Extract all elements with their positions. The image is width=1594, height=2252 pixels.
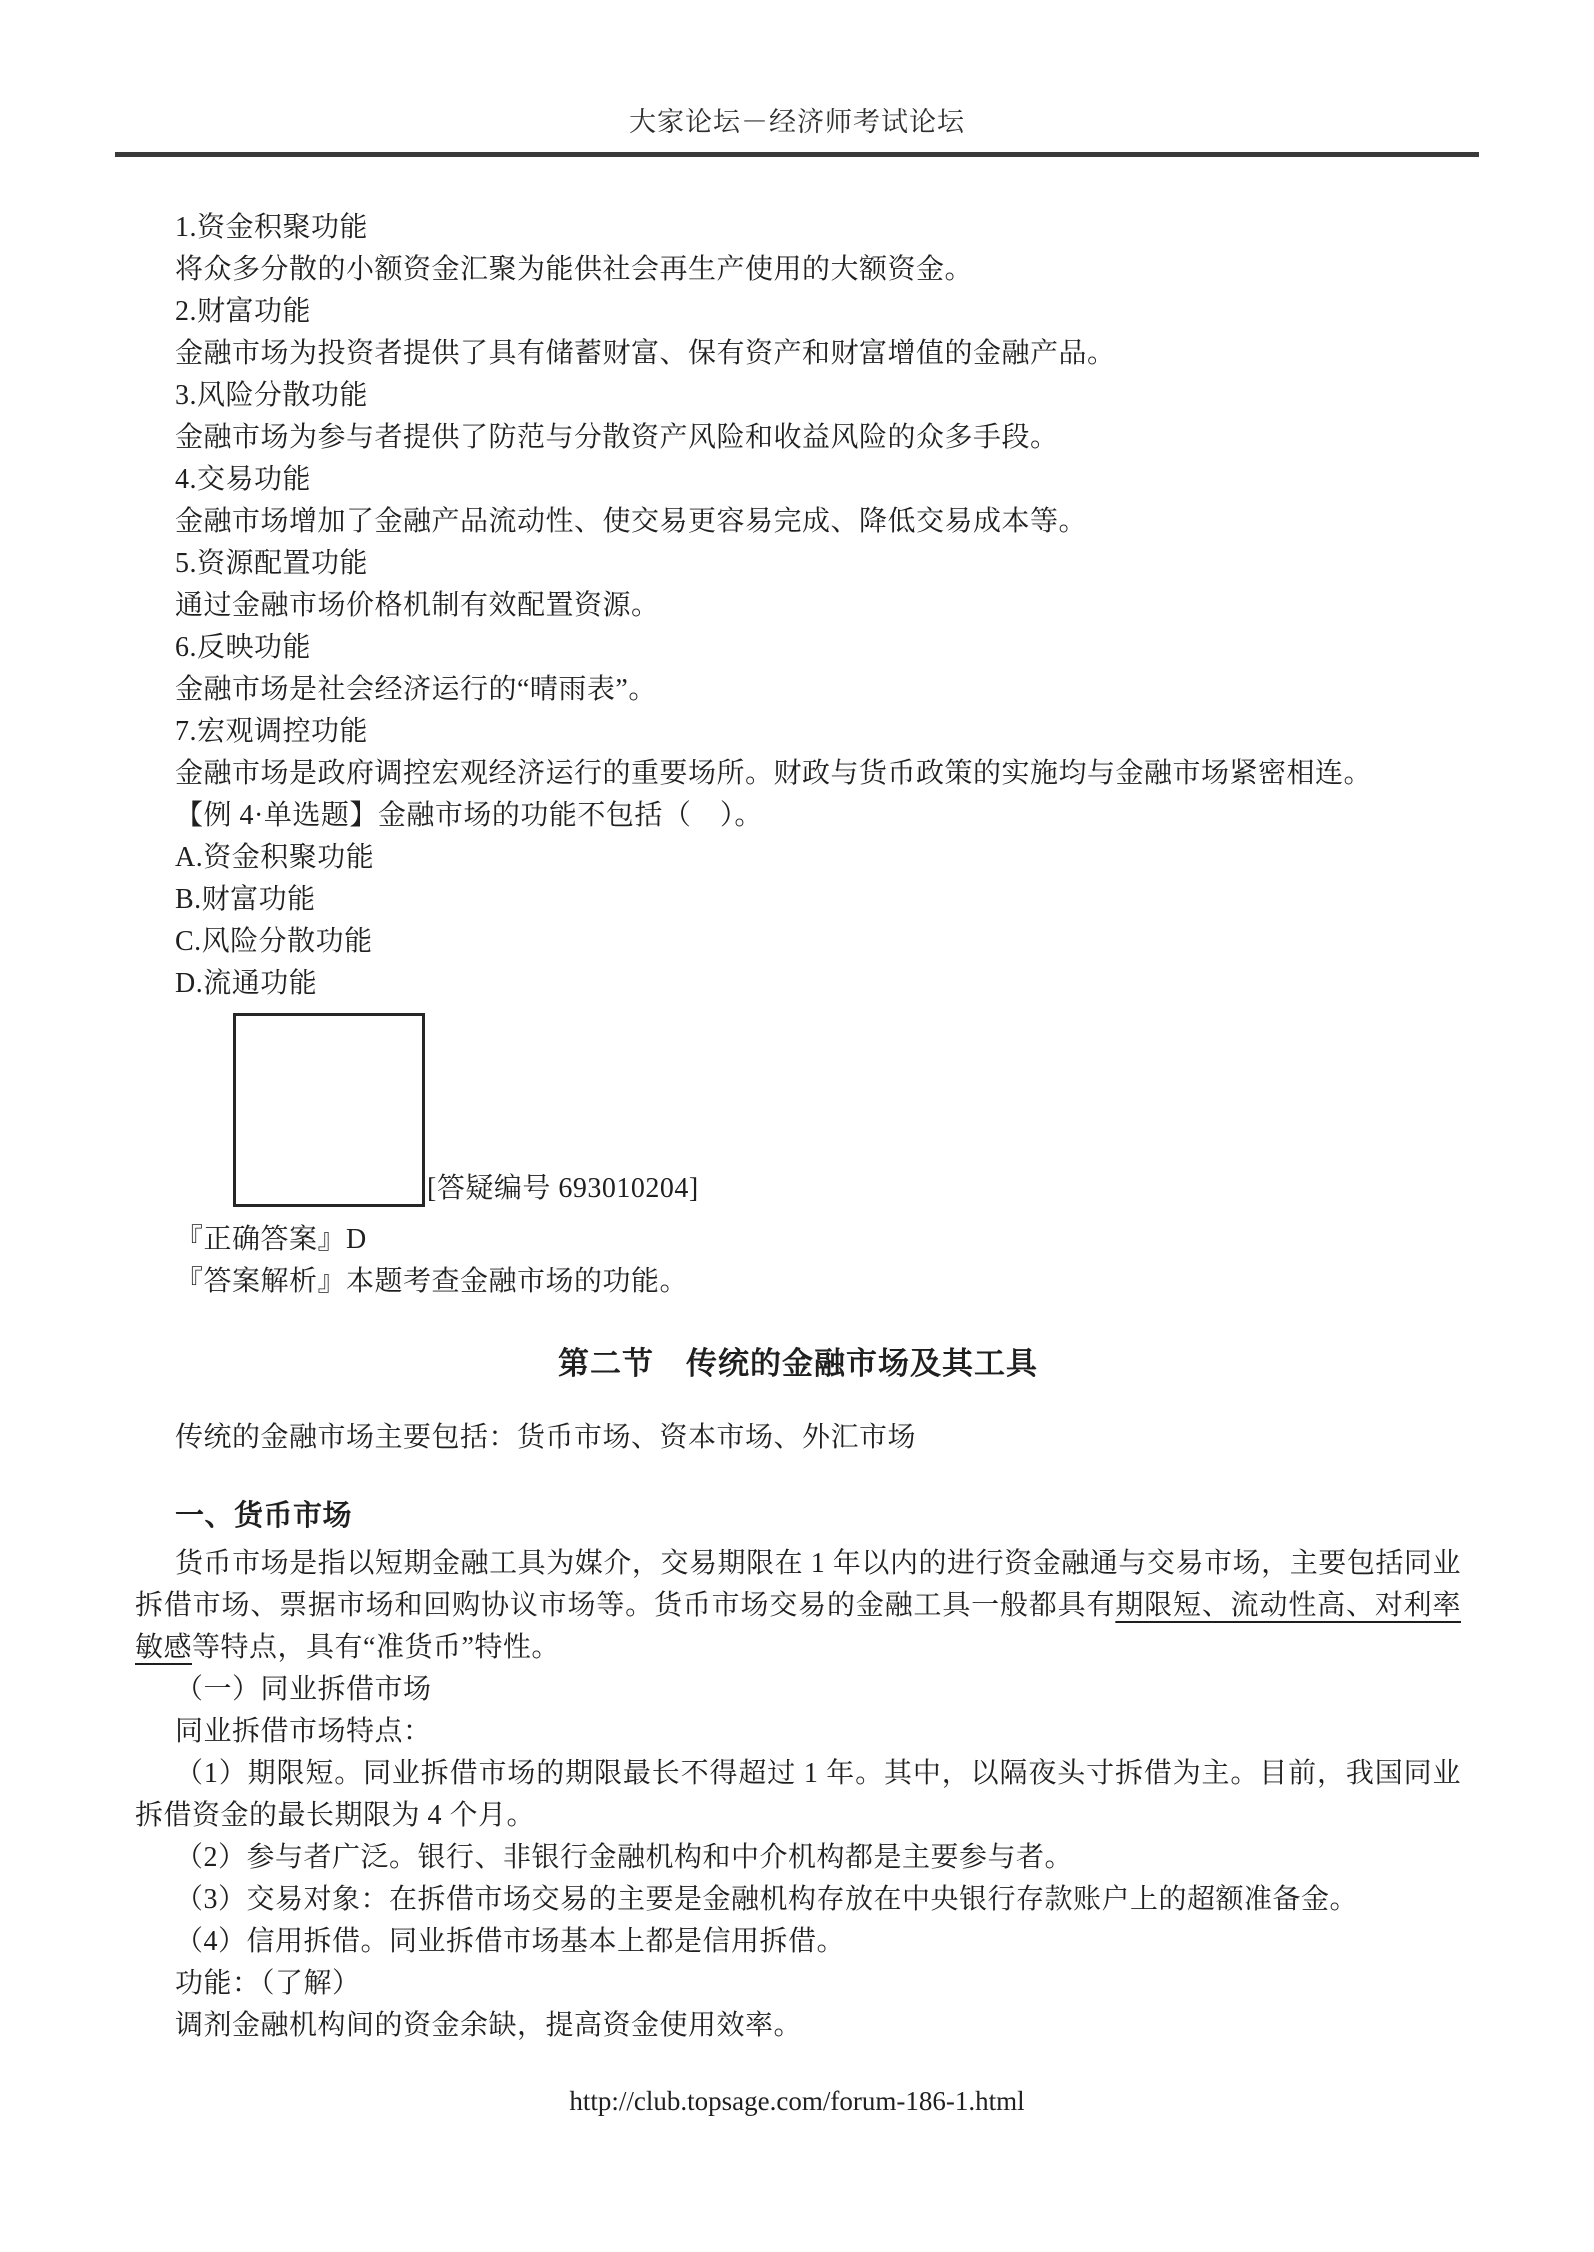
money-market-heading: 一、货币市场 — [175, 1500, 353, 1532]
image-placeholder-box — [233, 1013, 425, 1207]
section-title: 第二节 传统的金融市场及其工具 — [558, 1346, 1038, 1381]
function-item-heading: 4.交易功能 — [175, 464, 312, 495]
function-item-desc: 将众多分散的小额资金汇聚为能供社会再生产使用的大额资金。 — [175, 254, 974, 285]
answer-reference-number: [答疑编号 693010204] — [427, 1173, 699, 1204]
forum-header-title: 大家论坛－经济师考试论坛 — [629, 107, 965, 137]
page-header — [0, 0, 1594, 157]
function-item-desc: 金融市场是社会经济运行的“晴雨表”。 — [175, 674, 657, 705]
interbank-sub-heading: （一）同业拆借市场 — [175, 1674, 432, 1705]
figure-row — [233, 1013, 1461, 1207]
document-body — [135, 207, 1461, 2047]
option-c: C.风险分散功能 — [175, 926, 373, 957]
option-d: D.流通功能 — [175, 968, 318, 999]
function-item-desc: 金融市场增加了金融产品流动性、使交易更容易完成、降低交易成本等。 — [175, 506, 1088, 537]
header-divider — [115, 152, 1479, 157]
function-item-heading: 6.反映功能 — [175, 632, 312, 663]
interbank-feature-2: （2）参与者广泛。银行、非银行金融机构和中介机构都是主要参与者。 — [175, 1842, 1074, 1873]
function-item-desc: 金融市场为参与者提供了防范与分散资产风险和收益风险的众多手段。 — [175, 422, 1059, 453]
money-market-text-1: 货币市场是指以短期金融工具为媒介，交易期限在 1 年以内的进行资金融通与交易市场，主要包括同业拆借市场、票据市场和回购协议市场等。货币市场交易的金融工具一般都具有 — [135, 1548, 1461, 1621]
interbank-function-desc: 调剂金融机构间的资金余缺，提高资金使用效率。 — [175, 2010, 803, 2041]
interbank-function-label: 功能：（了解） — [175, 1968, 361, 1999]
money-market-paragraph — [135, 1543, 1461, 1669]
function-item-heading: 3.风险分散功能 — [175, 380, 369, 411]
function-item-desc: 金融市场是政府调控宏观经济运行的重要场所。财政与货币政策的实施均与金融市场紧密相连。 — [175, 758, 1373, 789]
answer-analysis-line: 『答案解析』本题考查金融市场的功能。 — [175, 1266, 689, 1297]
money-market-text-2: 等特点，具有“准货币”特性。 — [192, 1632, 560, 1663]
money-market-underlined-text: 期限短、流动性高、对利率敏感 — [135, 1590, 1461, 1663]
interbank-features-label: 同业拆借市场特点： — [175, 1716, 432, 1747]
function-item-heading: 2.财富功能 — [175, 296, 312, 327]
function-item-desc: 通过金融市场价格机制有效配置资源。 — [175, 590, 660, 621]
function-item-heading: 1.资金积聚功能 — [175, 212, 369, 243]
option-a: A.资金积聚功能 — [175, 842, 375, 873]
interbank-feature-3: （3）交易对象：在拆借市场交易的主要是金融机构存放在中央银行存款账户上的超额准备金。 — [175, 1884, 1359, 1915]
example-question: 【例 4·单选题】金融市场的功能不包括（ ）。 — [175, 800, 763, 831]
function-item-heading: 5.资源配置功能 — [175, 548, 369, 579]
interbank-feature-4: （4）信用拆借。同业拆借市场基本上都是信用拆借。 — [175, 1926, 846, 1957]
section-intro: 传统的金融市场主要包括：货币市场、资本市场、外汇市场 — [175, 1422, 917, 1453]
interbank-feature-1: （1）期限短。同业拆借市场的期限最长不得超过 1 年。其中，以隔夜头寸拆借为主。目前，我国同业拆借资金的最长期限为 4 个月。 — [135, 1758, 1461, 1831]
option-b: B.财富功能 — [175, 884, 316, 915]
footer-url: http://club.topsage.com/forum-186-1.html — [569, 2086, 1025, 2116]
function-item-desc: 金融市场为投资者提供了具有储蓄财富、保有资产和财富增值的金融产品。 — [175, 338, 1116, 369]
function-item-heading: 7.宏观调控功能 — [175, 716, 369, 747]
correct-answer-line: 『正确答案』D — [175, 1224, 367, 1255]
